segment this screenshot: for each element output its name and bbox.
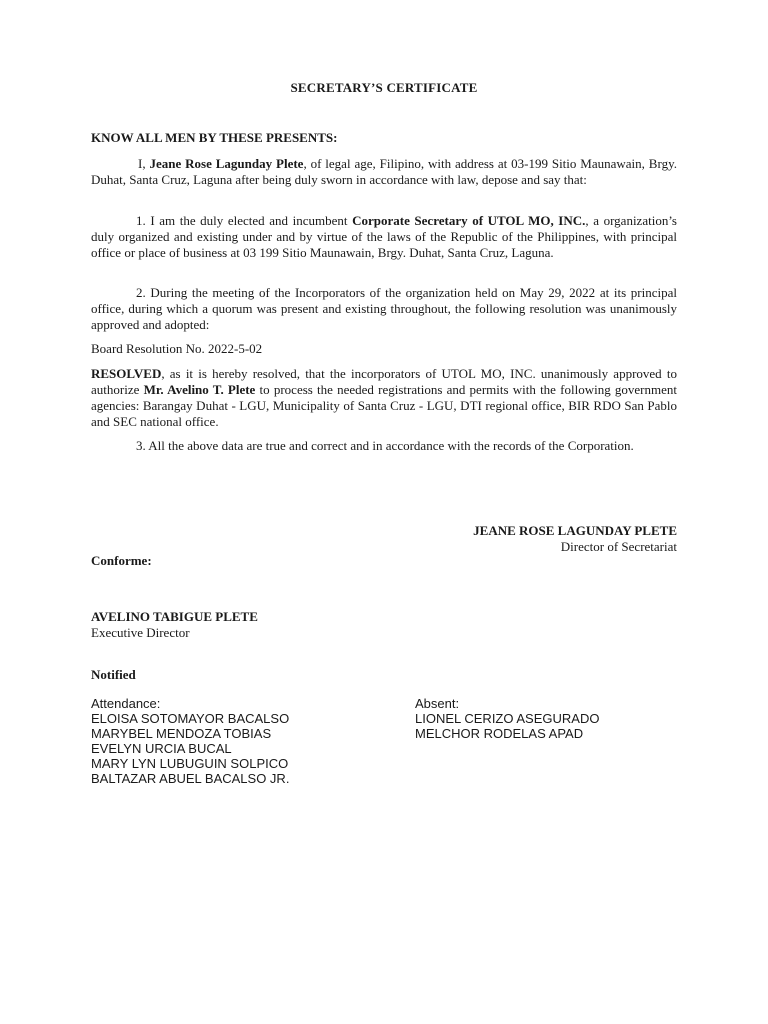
signatory-block [473, 523, 677, 555]
authorized-person: Mr. Avelino T. Plete [143, 382, 256, 397]
attendance-label: Attendance: [91, 696, 161, 711]
item-3-text: All the above data are true and correct and in accordance with the records of the Corporation. [145, 438, 634, 453]
intro-post: , of legal age, Filipino, with address at 03-199 Sitio Maunawain, Brgy. Duhat, Santa Cruz, Laguna after being duly sworn in accordance with law, depose and say that: [91, 156, 677, 187]
list-item: MARYBEL MENDOZA TOBIAS [91, 726, 272, 741]
item-3-number: 3. [136, 438, 146, 453]
absent-list [415, 696, 599, 741]
resolved-post: to process the needed registrations and permits with the following government agencies: Barangay Duhat - LGU, Municipality of Santa Cruz - LGU, DTI regional office, BIR RDO San Pablo and SEC national office. [91, 382, 677, 429]
resolved-mid: , as it is hereby resolved, that the incorporators of UTOL MO, INC. unanimously approved to authorize [91, 366, 677, 397]
corporate-secretary-title: Corporate Secretary of UTOL MO, INC. [352, 213, 586, 228]
list-item: EVELYN URCIA BUCAL [91, 741, 232, 756]
resolved-keyword: RESOLVED [91, 366, 162, 381]
intro-pre: I, [138, 156, 150, 171]
signatory-position: Director of Secretariat [560, 539, 677, 554]
conformer-position: Executive Director [91, 625, 190, 640]
item-3-paragraph [91, 438, 677, 454]
attendance-list [91, 696, 289, 786]
conforme-label: Conforme: [91, 553, 152, 568]
document-title: SECRETARY’S CERTIFICATE [290, 80, 478, 95]
item-1-paragraph [91, 213, 677, 261]
item-2-paragraph [91, 285, 677, 333]
signatory-name: JEANE ROSE LAGUNDAY PLETE [473, 523, 677, 538]
intro-paragraph [91, 156, 677, 188]
item-1-pre: I am the duly elected and incumbent [145, 213, 353, 228]
list-item: MARY LYN LUBUGUIN SOLPICO [91, 756, 289, 771]
conformer-name: AVELINO TABIGUE PLETE [91, 609, 258, 624]
list-item: BALTAZAR ABUEL BACALSO JR. [91, 771, 290, 786]
secretary-name: Jeane Rose Lagunday Plete [149, 156, 304, 171]
know-all-men-heading: KNOW ALL MEN BY THESE PRESENTS: [91, 130, 338, 145]
list-item: MELCHOR RODELAS APAD [415, 726, 584, 741]
item-1-post: , a organization’s duly organized and existing under and by virtue of the laws of the Republic of the Philippines, with principal office or place of business at 03 199 Sitio Maunawain, Brgy. Duhat, Santa Cruz, Laguna. [91, 213, 677, 260]
list-item: ELOISA SOTOMAYOR BACALSO [91, 711, 290, 726]
item-1-number: 1. [136, 213, 146, 228]
board-resolution-number: Board Resolution No. 2022-5-02 [91, 341, 263, 356]
item-2-text: During the meeting of the Incorporators of the organization held on May 29, 2022 at its principal office, during which a quorum was present and existing throughout, the following resolution was unanimously approved and adopted: [91, 285, 677, 332]
list-item: LIONEL CERIZO ASEGURADO [415, 711, 600, 726]
resolved-paragraph [91, 366, 677, 430]
notified-label: Notified [91, 667, 136, 682]
conformer-block [91, 609, 258, 641]
absent-label: Absent: [415, 696, 460, 711]
item-2-number: 2. [136, 285, 146, 300]
